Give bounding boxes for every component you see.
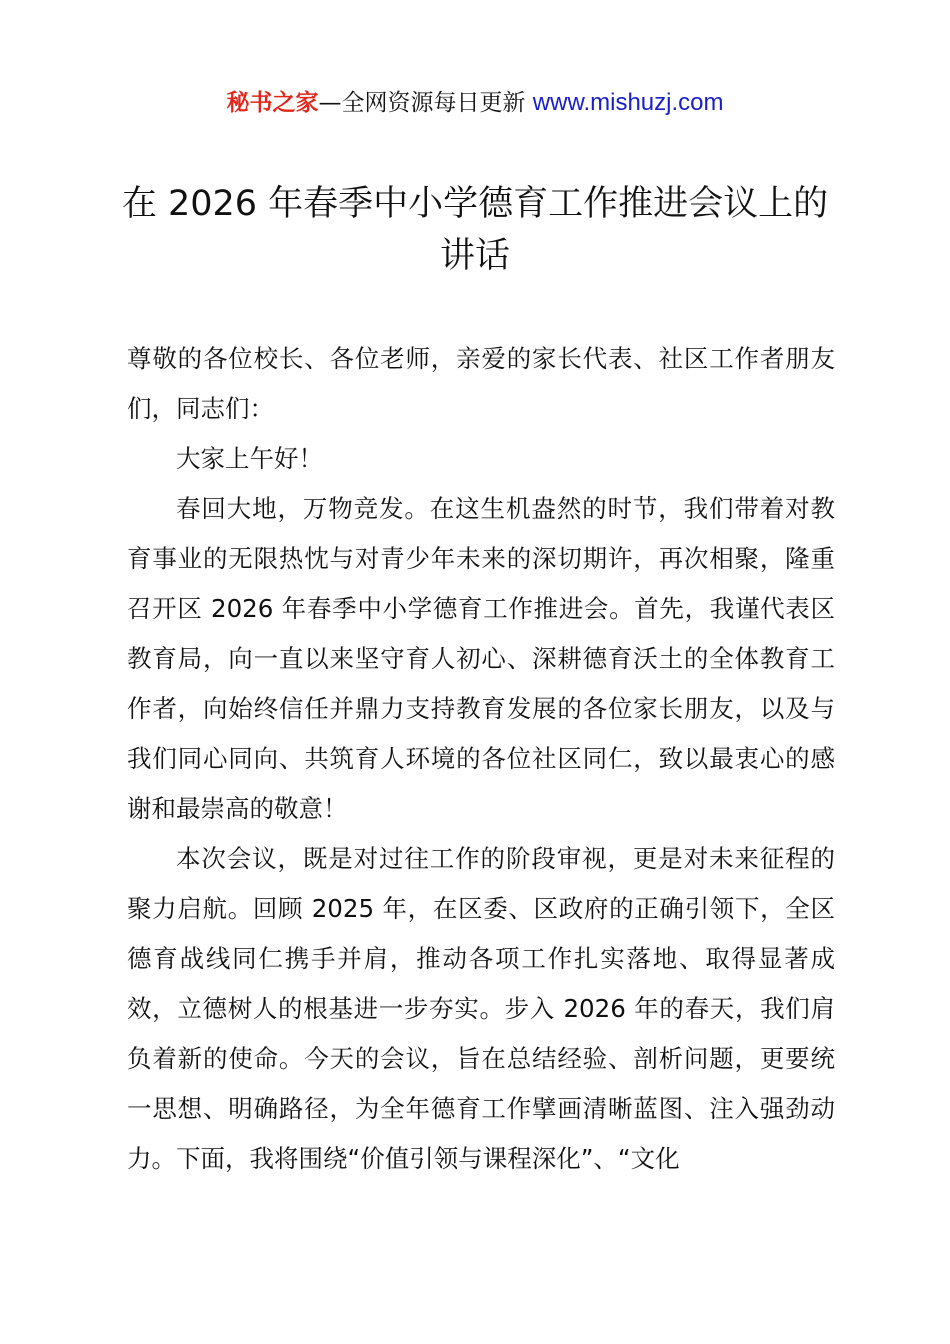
site-brand: 秘书之家 — [226, 90, 319, 116]
site-slogan: —全网资源每日更新 — [318, 90, 526, 116]
document-body — [127, 334, 835, 1184]
body-paragraph: 春回大地，万物竞发。在这生机盎然的时节，我们带着对教育事业的无限热忱与对青少年未来的深切期许，再次相聚，隆重召开区 2026 年春季中小学德育工作推进会。首先，我谨代表区教育局，向一直以来坚守育人初心、深耕德育沃土的全体教育工作者，向始终信任并鼎力支持教育发展的各位家长朋友，以及与我们同心同向、共筑育人环境的各位社区同仁，致以最衷心的感谢和最崇高的敬意！ — [127, 494, 835, 823]
body-paragraph: 本次会议，既是对过往工作的阶段审视，更是对未来征程的聚力启航。回顾 2025 年，在区委、区政府的正确引领下，全区德育战线同仁携手并肩，推动各项工作扎实落地、取得显著成效，立德树人的根基进一步夯实。步入 2026 年的春天，我们肩负着新的使命。今天的会议，旨在总结经验、剖析问题，更要统一思想、明确路径，为全年德育工作擘画清晰蓝图、注入强劲动力。下面，我将围绕“价值引领与课程深化”、“文化 — [127, 844, 835, 1173]
salutation-paragraph: 尊敬的各位校长、各位老师，亲爱的家长代表、社区工作者朋友们，同志们： — [127, 344, 835, 423]
document-title: 在 2026 年春季中小学德育工作推进会议上的讲话 — [121, 184, 829, 276]
greeting-paragraph: 大家上午好！ — [176, 444, 323, 473]
site-header — [0, 86, 950, 120]
site-url-link[interactable]: www.mishuzj.com — [532, 89, 724, 116]
